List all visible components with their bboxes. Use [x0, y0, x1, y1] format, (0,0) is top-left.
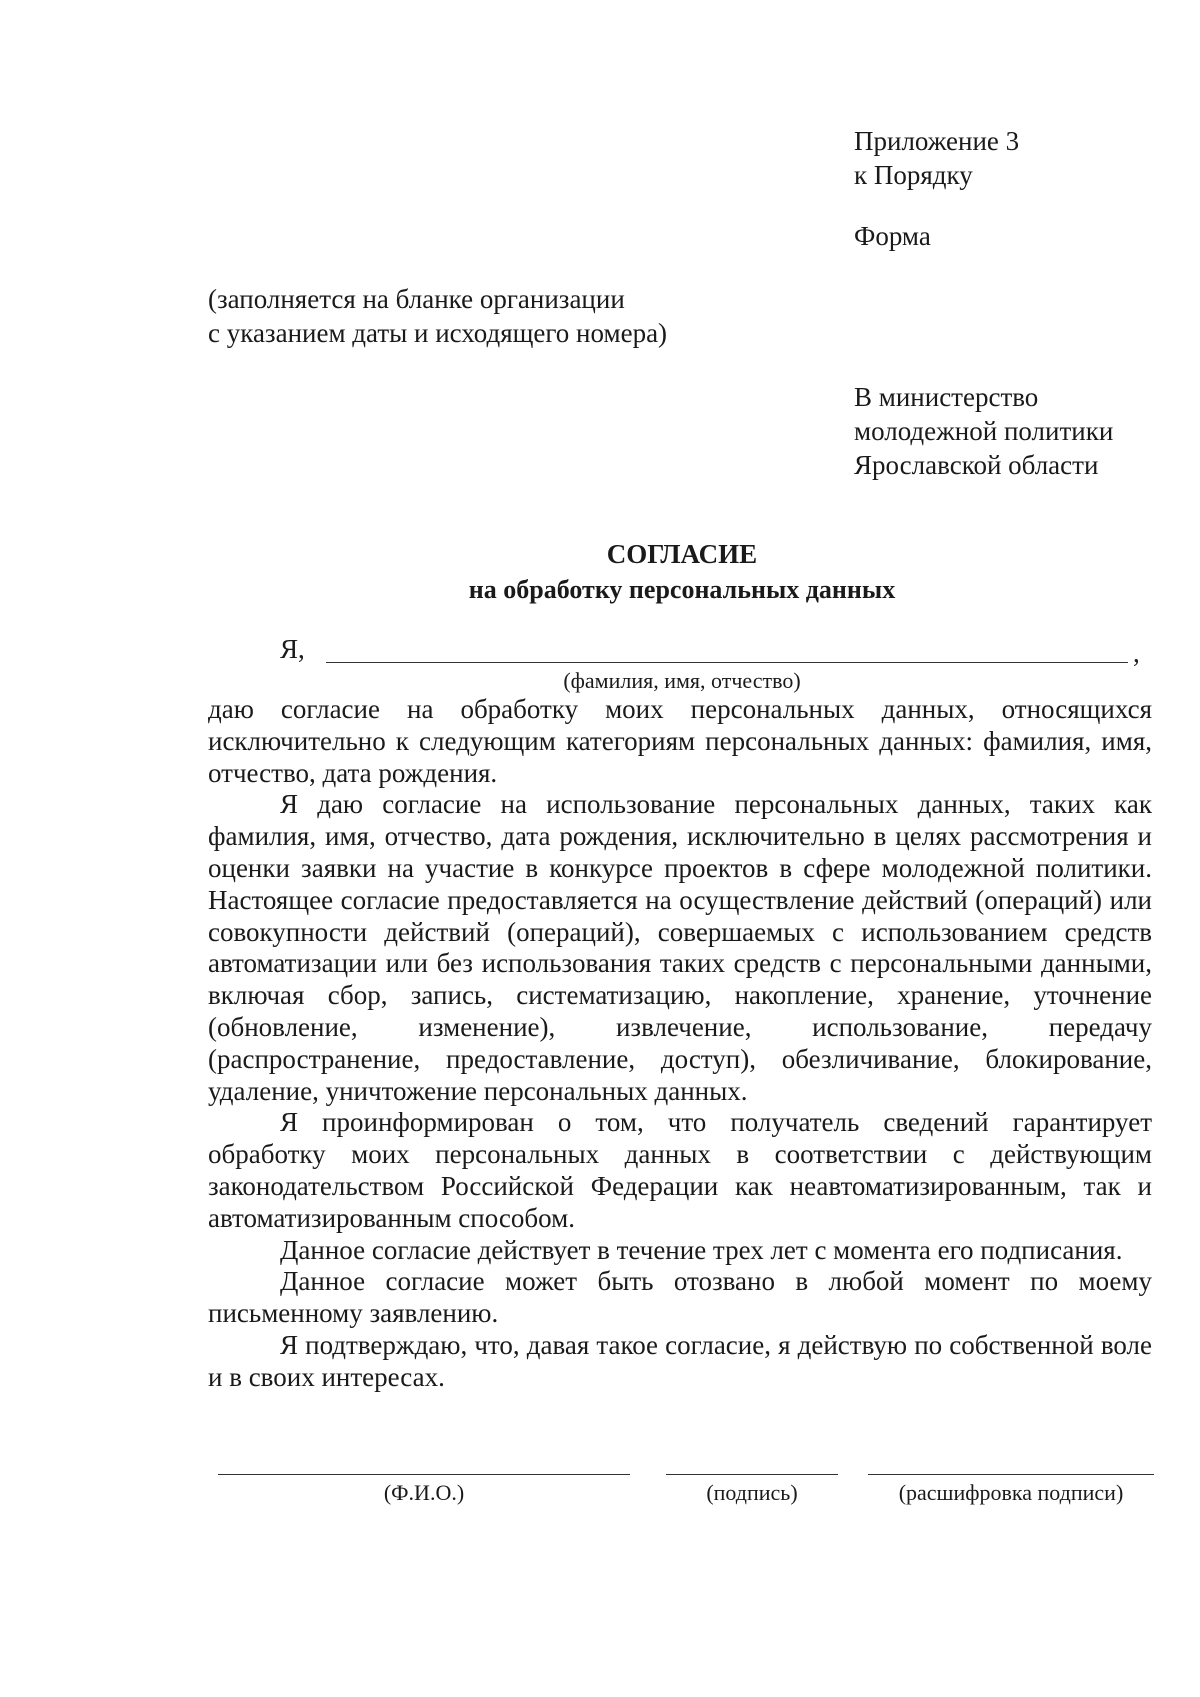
- addressee-line-3: Ярославской области: [854, 450, 1099, 480]
- blank-note: [208, 282, 667, 350]
- document-title: СОГЛАСИЕ: [606, 539, 758, 569]
- full-name-blank-line: [326, 662, 1128, 663]
- addressee-line-1: В министерство: [854, 382, 1039, 412]
- full-name-hint: (фамилия, имя, отчество): [563, 668, 801, 693]
- signature-decoding-line: [868, 1474, 1154, 1475]
- addressee: [854, 380, 1113, 482]
- annex-reference: [854, 124, 1019, 192]
- signature-label: (подпись): [706, 1480, 798, 1505]
- fio-signature-line: [218, 1474, 630, 1475]
- blank-note-line-1: (заполняется на бланке организации: [208, 284, 625, 314]
- consent-paragraph-5: Данное согласие может быть отозвано в любой момент по моему письменному заявлению.: [208, 1266, 1152, 1329]
- addressee-line-2: молодежной политики: [854, 416, 1114, 446]
- name-prefix: Я,: [280, 634, 305, 664]
- signature-decoding-label: (расшифровка подписи): [898, 1480, 1124, 1505]
- document-subtitle: на обработку персональных данных: [468, 575, 896, 604]
- name-suffix-comma: ,: [1133, 638, 1140, 668]
- consent-body: [208, 694, 1152, 1394]
- consent-paragraph-1: даю согласие на обработку моих персональных данных, относящихся исключительно к следующим категориям персональных данных: фамилия, имя, отчество, дата рождения.: [208, 694, 1152, 788]
- blank-note-line-2: с указанием даты и исходящего номера): [208, 318, 668, 348]
- fio-label: (Ф.И.О.): [383, 1480, 465, 1505]
- annex-number: Приложение 3: [854, 126, 1020, 156]
- annex-order-ref: к Порядку: [854, 160, 973, 190]
- consent-paragraph-4: Данное согласие действует в течение трех лет с момента его подписания.: [280, 1234, 1123, 1265]
- consent-paragraph-3: Я проинформирован о том, что получатель сведений гарантирует обработку моих персональных данных в соответствии с действующим законодательством Российской Федерации как неавтоматизированным, так и автоматизированным способом.: [208, 1107, 1152, 1233]
- consent-paragraph-2: Я даю согласие на использование персональных данных, таких как фамилия, имя, отчество, дата рождения, исключительно в целях рассмотрения и оценки заявки на участие в конкурсе проектов в сфере молодежной политики. Настоящее согласие предоставляется на осуществление действий (операций) или совокупности действий (операций), совершаемых с использованием средств автоматизации или без использования таких средств с персональными данными, включая сбор, запись, систематизацию, накопление, хранение, уточнение (обновление, изменение), извлечение, использование, передачу (распространение, предоставление, доступ), обезличивание, блокирование, удаление, уничтожение персональных данных.: [208, 789, 1152, 1106]
- signature-line: [666, 1474, 838, 1475]
- consent-paragraph-6: Я подтверждаю, что, давая такое согласие, я действую по собственной воле и в своих интересах.: [208, 1329, 1152, 1392]
- form-label: Форма: [854, 221, 931, 251]
